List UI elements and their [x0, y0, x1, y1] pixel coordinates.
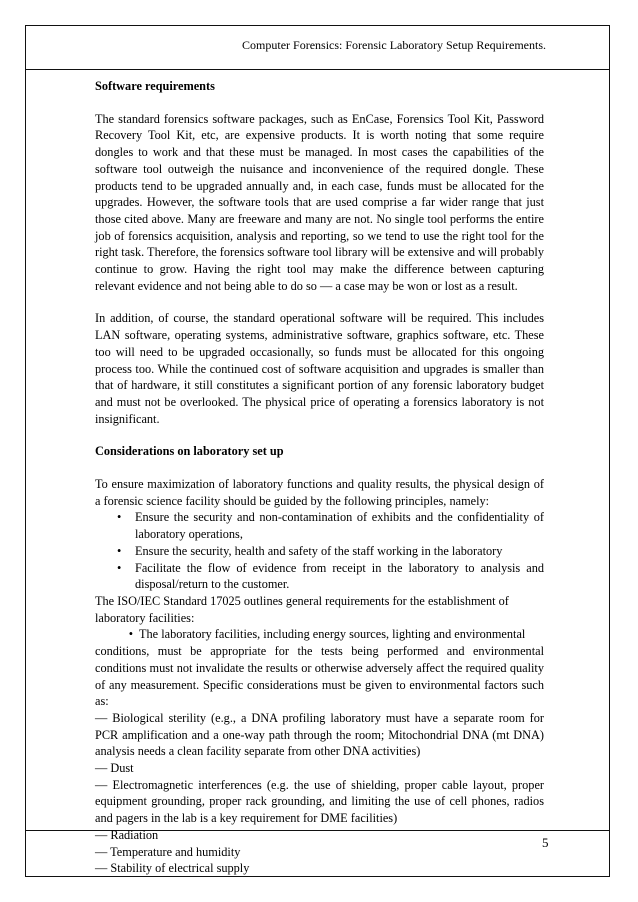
- environmental-factor: — Radiation: [95, 827, 159, 842]
- iso-bullet-line: [95, 626, 544, 643]
- iso-bullet-start: The laboratory facilities, including energy sources, lighting and environmental: [139, 627, 526, 642]
- considerations-heading: Considerations on laboratory set up: [95, 444, 284, 459]
- list-item: • Ensure the security and non-contamination of exhibits and the confidentiality of laboratory operations,: [95, 509, 544, 542]
- header-rule: [25, 69, 610, 70]
- iso-standard-text: The ISO/IEC Standard 17025 outlines general requirements for the establishment of laboratory facilities:: [95, 593, 509, 625]
- bullet-icon: •: [128, 627, 133, 642]
- page-content: [95, 78, 544, 877]
- considerations-intro: To ensure maximization of laboratory functions and quality results, the physical design of a forensic science facility should be guided by the following principles, namely:: [95, 477, 544, 508]
- principles-list: [95, 509, 544, 593]
- iso-bullet-rest: conditions, must be appropriate for the tests being performed and environmental conditions must not invalidate the results or otherwise adversely affect the required quality of any measurement. Specific considerations must be given to environmental factors such as:: [95, 644, 544, 709]
- software-paragraph-2: In addition, of course, the standard operational software will be required. This includes LAN software, operating systems, administrative software, graphics software, etc. These too will need to be upgraded occasionally, so funds must be allocated for this ongoing process too. While the continued cost of software acquisition and upgrades is smaller than that of hardware, it still constitutes a significant portion of any forensic laboratory budget and must not be overlooked. The physical price of operating a forensics laboratory is not insignificant.: [95, 311, 544, 426]
- running-header: Computer Forensics: Forensic Laboratory Setup Requirements.: [242, 38, 546, 52]
- software-paragraph-1: The standard forensics software packages, such as EnCase, Forensics Tool Kit, Password Recovery Tool Kit, etc, are expensive products. It is worth noting that some require dongles to work and that these must be managed. In most cases the capabilities of the software tool outweigh the nuisance and inconvenience of the required dongle. These products tend to be upgraded annually and, in each case, funds must be allocated for the upgrades. However, the software tools that are used comprise a far wider range that just those cited above. Many are freeware and many are not. No single tool performs the entire job of forensics acquisition, analysis and reporting, so we tend to use the right tool for the right task. Therefore, the forensics software tool library will be extensive and will probably continue to grow. Having the right tool may make the difference between capturing relevant evidence and not being able to do so — a case may be won or lost as a result.: [95, 111, 544, 293]
- environmental-factor: — Stability of electrical supply: [95, 861, 250, 876]
- software-heading: Software requirements: [95, 79, 215, 93]
- list-item: • Ensure the security, health and safety of the staff working in the laboratory: [95, 543, 544, 560]
- environmental-factor: — Electromagnetic interferences (e.g. the use of shielding, proper cable layout, proper equipment grounding, proper rack grounding, and limiting the use of cell phones, radios and pagers in the lab is a key requirement for DME facilities): [95, 777, 544, 826]
- list-item: • Facilitate the flow of evidence from receipt in the laboratory to analysis and disposal/return to the customer.: [95, 560, 544, 593]
- environmental-factor: — Biological sterility (e.g., a DNA profiling laboratory must have a separate room for PCR amplification and a one-way path through the room; Mitochondrial DNA (mt DNA) analysis needs a clean facility separate from other DNA activities): [95, 710, 544, 759]
- environmental-factor: — Temperature and humidity: [95, 844, 241, 859]
- page-number: 5: [542, 835, 549, 850]
- environmental-factor: — Dust: [95, 761, 134, 776]
